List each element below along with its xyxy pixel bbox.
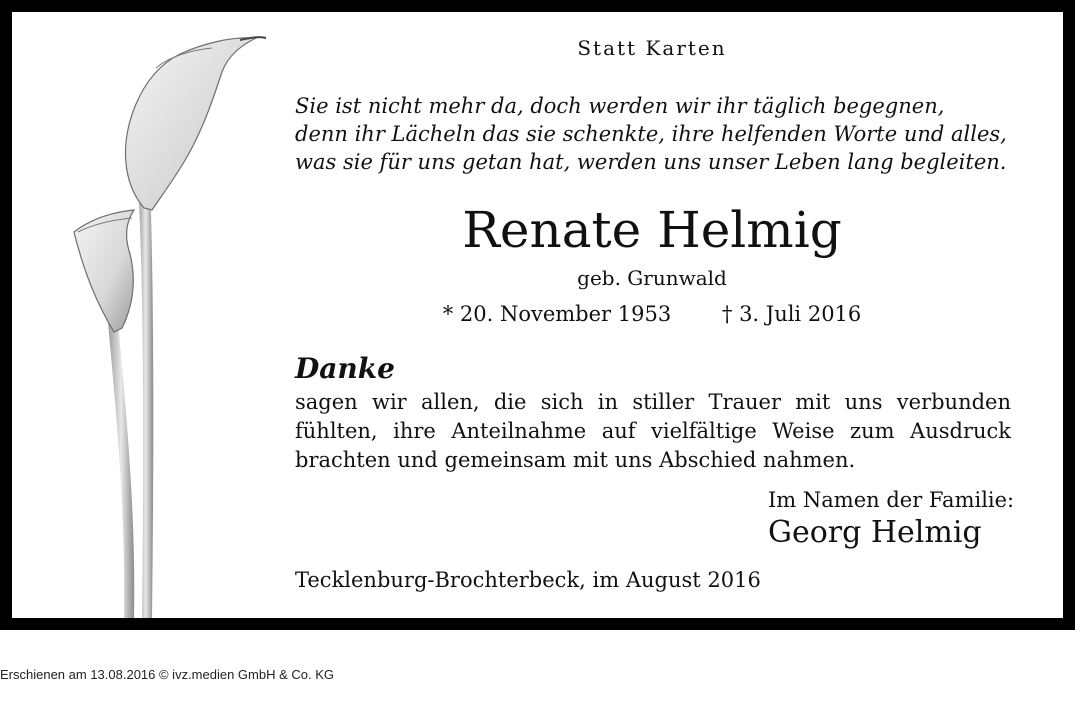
memorial-quote [295, 92, 1035, 176]
place-date: Tecklenburg-Brochterbeck, im August 2016 [295, 568, 761, 592]
thanks-heading: Danke [295, 352, 395, 385]
thanks-line: brachten und gemeinsam mit uns Abschied nahmen. [295, 448, 856, 472]
death-date: † 3. Juli 2016 [721, 302, 862, 326]
life-dates [292, 302, 1012, 326]
calla-lily-icon [52, 32, 282, 618]
deceased-name: Renate Helmig [462, 201, 842, 259]
birth-date: * 20. November 1953 [442, 302, 672, 326]
maiden-name: geb. Grunwald [577, 266, 727, 290]
quote-line: denn ihr Lächeln das sie schenkte, ihre helfenden Worte und alles, [295, 122, 1007, 146]
thanks-text [295, 388, 1011, 475]
signer-name: Georg Helmig [768, 515, 982, 550]
quote-line: Sie ist nicht mehr da, doch werden wir ihr täglich begegnen, [295, 94, 945, 118]
thanks-line: sagen wir allen, die sich in stiller Trauer mit uns verbunden [295, 390, 1011, 414]
family-label: Im Namen der Familie: [768, 488, 1015, 512]
thanks-line: fühlten, ihre Anteilnahme auf vielfältige Weise zum Ausdruck [295, 419, 1011, 443]
quote-line: was sie für uns getan hat, werden uns unser Leben lang begleiten. [295, 150, 1007, 174]
obituary-card [12, 12, 1063, 618]
notice-header: Statt Karten [577, 36, 727, 60]
publication-footer: Erschienen am 13.08.2016 © ivz.medien GmbH & Co. KG [0, 667, 335, 682]
